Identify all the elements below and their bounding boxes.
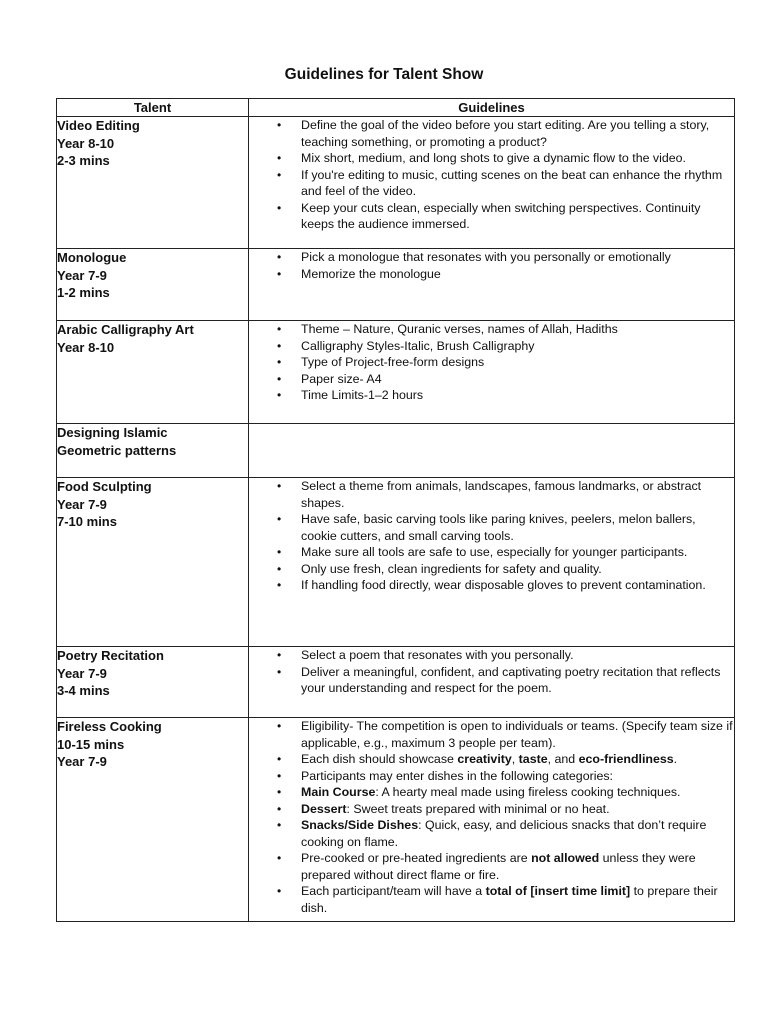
bullet-icon: • [277,801,282,816]
table-row [57,647,735,718]
talent-name: Video Editing [57,118,140,133]
guideline-text: Time Limits-1–2 hours [301,388,424,402]
guideline-text: Main Course: A hearty meal made using fireless cooking techniques. [301,785,681,799]
guideline-text: Select a poem that resonates with you personally. [301,648,574,662]
guideline-text: Define the goal of the video before you start editing. Are you telling a story, teaching something, or promoting a product? [301,118,710,149]
list-item [249,768,734,785]
list-item [249,751,734,768]
talent-detail: 1-2 mins [57,285,110,301]
bullet-icon: • [277,768,282,783]
guideline-text: If handling food directly, wear disposable gloves to prevent contamination. [301,578,706,592]
header-talent: Talent [57,99,249,117]
list-item [249,266,734,283]
bullet-icon: • [277,371,282,386]
talent-name: Poetry Recitation [57,648,164,663]
list-item [249,387,734,404]
bullet-icon: • [277,118,282,132]
list-item [249,371,734,388]
talent-cell [57,647,249,718]
bullet-icon: • [277,512,282,526]
guideline-text: Theme – Nature, Quranic verses, names of Allah, Hadiths [301,322,618,336]
talent-detail: Year 7-9 [57,754,107,770]
bullet-icon: • [277,545,282,559]
guideline-text: Type of Project-free-form designs [301,355,485,369]
talent-detail: Year 8-10 [57,135,115,151]
bullet-icon: • [277,851,282,865]
guideline-text: Each participant/team will have a total of [insert time limit] to prepare their dish. [301,884,718,915]
bullet-icon: • [277,785,282,799]
bullet-icon: • [277,338,282,353]
talent-detail: Year 7-9 [57,496,107,512]
bullet-icon: • [277,664,282,679]
table-body [57,117,735,922]
guideline-text: Select a theme from animals, landscapes, famous landmarks, or abstract shapes. [301,479,702,510]
guideline-text: If you're editing to music, cutting scenes on the beat can enhance the rhythm and feel of the video. [301,167,723,198]
list-item [249,167,734,200]
list-item [249,478,734,511]
bullet-icon: • [277,479,282,493]
list-item [249,354,734,371]
list-item [249,321,734,338]
talent-cell [57,424,249,478]
list-item [249,117,734,150]
list-item [249,647,734,664]
list-item [249,511,734,544]
guideline-text: Make sure all tools are safe to use, especially for younger participants. [301,545,688,559]
talent-detail: 10-15 mins [57,736,125,752]
bullet-icon: • [277,388,282,402]
bullet-icon: • [277,322,282,336]
list-item [249,850,734,883]
table-row [57,478,735,647]
talent-cell [57,718,249,922]
list-item [249,784,734,801]
talent-guidelines-table [56,98,735,922]
list-item [249,883,734,916]
bullet-icon: • [277,818,282,832]
talent-detail: Year 7-9 [57,267,107,283]
bullet-icon: • [277,884,282,898]
talent-cell [57,321,249,424]
guideline-text: Eligibility- The competition is open to individuals or teams. (Specify team size if applicable, e.g., maximum 3 people per team). [301,719,733,750]
guidelines-cell [249,478,735,647]
talent-detail: Geometric patterns [57,442,177,458]
guidelines-cell [249,249,735,321]
table-row [57,424,735,478]
guidelines-list [249,321,734,404]
list-item [249,801,734,818]
guideline-text: Pre-cooked or pre-heated ingredients are not allowed unless they were prepared without direct flame or fire. [301,851,696,882]
document-title: Guidelines for Talent Show [284,66,484,83]
guidelines-list [249,249,734,282]
guideline-text: Calligraphy Styles-Italic, Brush Calligraphy [301,338,535,353]
list-item [249,249,734,266]
guidelines-list [249,647,734,697]
guidelines-list [249,478,734,594]
guidelines-cell [249,647,735,718]
talent-name: Monologue [57,250,127,265]
table-row [57,321,735,424]
guideline-text: Each dish should showcase creativity, taste, and eco-friendliness. [301,752,678,766]
talent-name: Designing Islamic [57,425,168,440]
guideline-text: Paper size- A4 [301,371,382,386]
bullet-icon: • [277,266,282,281]
guideline-text: Only use fresh, clean ingredients for safety and quality. [301,561,602,576]
list-item [249,561,734,578]
table-row [57,718,735,922]
talent-detail: 7-10 mins [57,514,117,530]
bullet-icon: • [277,200,282,215]
talent-detail: Year 7-9 [57,665,107,681]
list-item [249,718,734,751]
talent-cell [57,478,249,647]
list-item [249,200,734,233]
guideline-text: Snacks/Side Dishes: Quick, easy, and delicious snacks that don’t require cooking on flame. [301,818,707,849]
table-row [57,117,735,249]
bullet-icon: • [277,719,282,733]
bullet-icon: • [277,648,282,662]
guidelines-cell [249,718,735,922]
talent-detail: Year 8-10 [57,339,115,355]
header-guidelines: Guidelines [249,99,735,117]
guideline-text: Dessert: Sweet treats prepared with minimal or no heat. [301,801,610,816]
list-item [249,817,734,850]
talent-detail: 2-3 mins [57,153,110,169]
bullet-icon: • [277,167,282,182]
list-item [249,150,734,167]
guideline-text: Keep your cuts clean, especially when switching perspectives. Continuity keeps the audience immersed. [301,200,701,231]
talent-name: Fireless Cooking [57,719,162,734]
bullet-icon: • [277,250,282,264]
list-item [249,544,734,561]
table-header-row [57,99,735,117]
guidelines-cell [249,424,735,478]
bullet-icon: • [277,578,282,592]
talent-detail: 3-4 mins [57,683,110,699]
talent-cell [57,117,249,249]
table-row [57,249,735,321]
guideline-text: Memorize the monologue [301,266,441,281]
guideline-text: Mix short, medium, and long shots to give a dynamic flow to the video. [301,151,686,165]
talent-name: Food Sculpting [57,479,152,494]
list-item [249,338,734,355]
bullet-icon: • [277,561,282,576]
list-item [249,577,734,594]
list-item [249,664,734,697]
talent-name: Arabic Calligraphy Art [57,322,194,337]
bullet-icon: • [277,355,282,369]
guidelines-cell [249,321,735,424]
guideline-text: Have safe, basic carving tools like paring knives, peelers, melon ballers, cookie cutters, and small carving tools. [301,512,696,543]
guidelines-list [249,117,734,233]
bullet-icon: • [277,151,282,165]
talent-cell [57,249,249,321]
guidelines-list [249,718,734,916]
bullet-icon: • [277,752,282,766]
guidelines-cell [249,117,735,249]
guideline-text: Deliver a meaningful, confident, and captivating poetry recitation that reflects your understanding and respect for the poem. [301,664,721,695]
guideline-text: Pick a monologue that resonates with you personally or emotionally [301,250,671,264]
guideline-text: Participants may enter dishes in the following categories: [301,768,613,783]
